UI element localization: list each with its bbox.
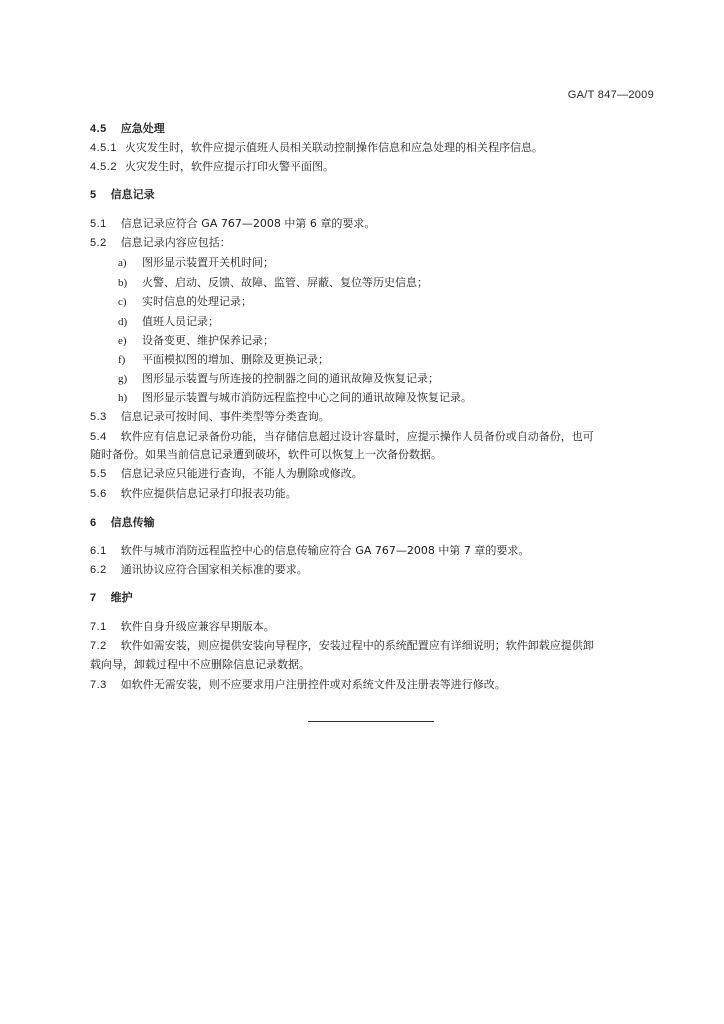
clause-text: 信息记录可按时间、事件类型等分类查询。 [120,410,330,423]
section-number: 4.5 [90,123,107,135]
clause-5-4 [90,430,594,444]
clause-number: 5.5 [90,468,107,480]
clause-7-1 [90,620,275,634]
clause-text: 信息记录应只能进行查询，不能人为删除或修改。 [120,467,363,480]
list-item [118,353,329,367]
list-item [118,334,274,348]
clause-text: 随时备份。如果当前信息记录遭到破坏，软件可以恢复上一次备份数据。 [90,448,442,461]
clause-text: 信息记录内容应包括： [120,236,231,249]
clause-5-3 [90,410,330,424]
clause-text: 如软件无需安装，则不应要求用户注册控件或对系统文件及注册表等进行修改。 [120,678,506,691]
clause-text: 软件与城市消防远程监控中心的信息传输应符合 GA 767—2008 中第 7 章的要求。 [120,544,530,557]
clause-7-3 [90,678,506,692]
list-item-label: b) [118,277,128,289]
clause-6-1 [90,544,529,558]
clause-number: 5.3 [90,411,107,423]
clause-number: 6.2 [90,564,107,576]
list-item-label: g) [118,373,128,385]
clause-text: 火灾发生时，软件应提示值班人员相关联动控制操作信息和应急处理的相关程序信息。 [124,141,543,154]
clause-5-6 [90,487,297,501]
clause-number: 5.6 [90,488,107,500]
clause-5-2 [90,236,231,250]
clause-5-5 [90,467,363,481]
section-number: 7 [90,592,97,604]
clause-number: 6.1 [90,545,107,557]
clause-number: 7.2 [90,640,107,652]
list-item-text: 值班人员记录； [142,315,219,328]
clause-number: 7.1 [90,621,107,633]
clause-5-4-continued [90,448,442,462]
list-item-text: 设备变更、维护保养记录； [142,334,274,347]
section-number: 5 [90,189,97,201]
clause-number: 5.4 [90,431,107,443]
clause-text: 软件如需安装，则应提供安装向导程序，安装过程中的系统配置应有详细说明；软件卸载应提供卸 [120,639,594,652]
clause-4-5-2 [90,160,334,174]
list-item-text: 实时信息的处理记录； [142,295,252,308]
end-divider [308,721,434,722]
clause-5-1 [90,217,375,231]
clause-text: 火灾发生时，软件应提示打印火警平面图。 [124,160,334,173]
clause-text: 载向导，卸载过程中不应删除信息记录数据。 [90,658,310,671]
clause-number: 5.1 [90,218,107,230]
list-item [118,391,472,405]
list-item-label: f) [118,354,126,366]
list-item-text: 图形显示装置与所连接的控制器之间的通讯故障及恢复记录； [142,372,439,385]
clause-4-5-1 [90,141,543,155]
list-item [118,256,274,270]
list-item [118,295,252,309]
clause-number: 4.5.2 [90,161,117,173]
section-title: 信息记录 [110,188,155,201]
standard-code: GA/T 847—2009 [567,89,654,101]
clause-text: 软件自身升级应兼容早期版本。 [120,620,275,633]
section-title: 维护 [110,591,133,604]
clause-7-2-continued [90,658,310,672]
clause-7-2 [90,639,594,653]
clause-text: 软件应有信息记录备份功能，当存储信息超过设计容量时，应提示操作人员备份或自动备份，也可 [120,430,594,443]
list-item-text: 图形显示装置与城市消防远程监控中心之间的通讯故障及恢复记录。 [142,391,472,404]
list-item-text: 图形显示装置开关机时间； [142,256,274,269]
list-item-text: 火警、启动、反馈、故障、监管、屏蔽、复位等历史信息； [142,276,428,289]
section-title: 信息传输 [110,516,155,529]
list-item-label: c) [118,296,127,308]
section-6-heading [90,516,155,530]
clause-number: 5.2 [90,237,107,249]
clause-text: 软件应提供信息记录打印报表功能。 [120,487,297,500]
clause-text: 信息记录应符合 GA 767—2008 中第 6 章的要求。 [120,217,376,230]
section-title: 应急处理 [120,122,165,135]
clause-6-2 [90,563,308,577]
clause-number: 7.3 [90,679,107,691]
list-item-label: a) [118,257,127,269]
list-item [118,372,439,386]
list-item [118,276,428,290]
section-4-5-heading [90,122,165,136]
list-item-label: h) [118,392,128,404]
section-number: 6 [90,517,97,529]
clause-number: 4.5.1 [90,142,117,154]
list-item [118,315,219,329]
section-5-heading [90,188,155,202]
list-item-label: d) [118,316,128,328]
clause-text: 通讯协议应符合国家相关标准的要求。 [120,563,308,576]
section-7-heading [90,591,133,605]
list-item-text: 平面模拟图的增加、删除及更换记录； [142,353,329,366]
list-item-label: e) [118,335,127,347]
